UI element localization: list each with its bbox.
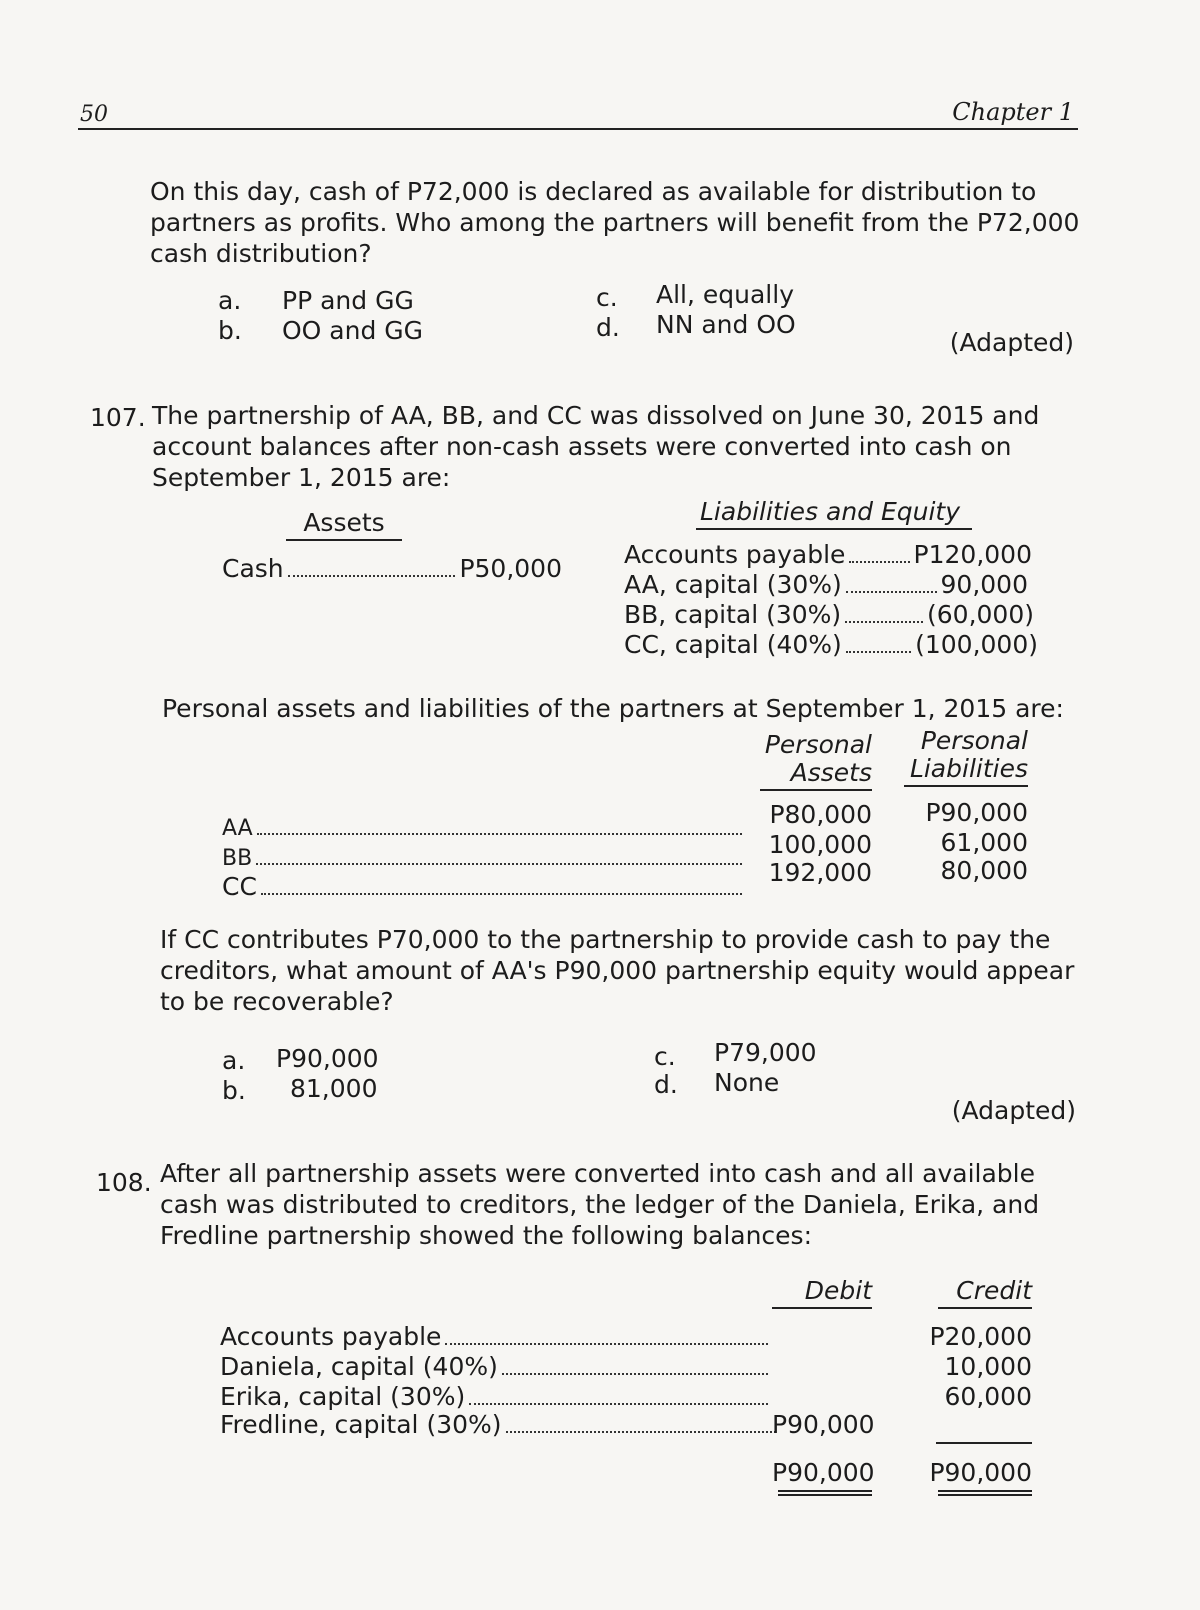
q107-choice-c-letter: c. bbox=[654, 1042, 676, 1071]
partner-row-aa bbox=[222, 816, 746, 842]
q107-number: 107. bbox=[90, 403, 146, 432]
liability-row bbox=[624, 570, 1028, 600]
q106-choice-c-text: All, equally bbox=[656, 280, 794, 309]
ledger-row bbox=[220, 1410, 780, 1440]
liability-value: P120,000 bbox=[913, 540, 1032, 569]
page-number: 50 bbox=[80, 102, 108, 127]
q107-choice-a-text: P90,000 bbox=[276, 1044, 379, 1073]
q106-choice-a-text: PP and GG bbox=[282, 286, 414, 315]
liability-value: (60,000) bbox=[927, 600, 1034, 629]
liability-value: 90,000 bbox=[940, 570, 1028, 599]
ledger-row bbox=[220, 1352, 772, 1382]
personal-intro: Personal assets and liabilities of the partners at September 1, 2015 are: bbox=[162, 694, 1064, 723]
liability-label: BB, capital (30%) bbox=[624, 600, 842, 629]
ledger-row bbox=[220, 1322, 772, 1352]
q107-choice-d-text: None bbox=[714, 1068, 780, 1097]
liability-row bbox=[624, 600, 1034, 630]
assets-heading: Assets bbox=[286, 508, 402, 541]
q107-source: (Adapted) bbox=[951, 1096, 1076, 1125]
q106-choice-b-text: OO and GG bbox=[282, 316, 424, 345]
asset-value: P50,000 bbox=[459, 554, 562, 583]
ledger-credit: 10,000 bbox=[944, 1352, 1032, 1381]
liability-value: (100,000) bbox=[915, 630, 1038, 659]
q106-choice-a-letter: a. bbox=[218, 286, 242, 315]
debit-heading: Debit bbox=[772, 1276, 872, 1309]
ledger-label: Fredline, capital (30%) bbox=[220, 1410, 502, 1439]
liability-row bbox=[624, 630, 1038, 660]
q107-choice-b-letter: b. bbox=[222, 1076, 246, 1105]
liability-row bbox=[624, 540, 1032, 570]
q106-choice-c-letter: c. bbox=[596, 283, 618, 312]
partner-name: BB bbox=[222, 846, 253, 871]
credit-heading: Credit bbox=[938, 1276, 1032, 1309]
col-personal-assets-1: Personal bbox=[764, 730, 872, 759]
q106-choice-d-text: NN and OO bbox=[656, 310, 796, 339]
partner-assets: 100,000 bbox=[768, 830, 872, 859]
ledger-debit: P90,000 bbox=[772, 1410, 875, 1439]
debit-total-double-rule bbox=[778, 1490, 872, 1496]
ledger-label: Daniela, capital (40%) bbox=[220, 1352, 498, 1381]
ledger-row bbox=[220, 1382, 772, 1412]
col-personal-liabilities-2: Liabilities bbox=[904, 754, 1028, 787]
liabilities-heading: Liabilities and Equity bbox=[696, 497, 972, 530]
partner-assets: P80,000 bbox=[769, 800, 872, 829]
q107-choice-a-letter: a. bbox=[222, 1046, 246, 1075]
liability-label: Accounts payable bbox=[624, 540, 846, 569]
total-credit: P90,000 bbox=[929, 1458, 1032, 1487]
q107-text: The partnership of AA, BB, and CC was dissolved on June 30, 2015 and account balances after non-cash assets were converted into cash on September 1, 2015 are: bbox=[152, 401, 1040, 492]
q106-text: On this day, cash of P72,000 is declared as available for distribution to partners as profits. Who among the partners will benefit from the P72,000 cash distribution? bbox=[150, 177, 1080, 268]
asset-row-cash bbox=[222, 554, 562, 584]
partner-name: CC bbox=[222, 872, 257, 901]
partner-assets: 192,000 bbox=[768, 858, 872, 887]
q108-text: After all partnership assets were converted into cash and all available cash was distributed to creditors, the ledger of the Daniela, Erika, and Fredline partnership showed the following balances: bbox=[160, 1159, 1040, 1250]
q107-choice-c-text: P79,000 bbox=[714, 1038, 817, 1067]
ledger-label: Accounts payable bbox=[220, 1322, 442, 1351]
header-rule bbox=[78, 128, 1078, 130]
q106-choice-d-letter: d. bbox=[596, 313, 620, 342]
q106-choice-b-letter: b. bbox=[218, 316, 242, 345]
partner-row-cc bbox=[222, 872, 746, 902]
credit-subtotal-rule bbox=[936, 1442, 1032, 1444]
liability-label: AA, capital (30%) bbox=[624, 570, 842, 599]
partner-liabilities: 61,000 bbox=[940, 828, 1028, 857]
ledger-label: Erika, capital (30%) bbox=[220, 1382, 466, 1411]
col-personal-liabilities-1: Personal bbox=[920, 726, 1028, 755]
ledger-credit: 60,000 bbox=[944, 1382, 1032, 1411]
q107-choice-d-letter: d. bbox=[654, 1070, 678, 1099]
ledger-credit: P20,000 bbox=[929, 1322, 1032, 1351]
total-debit: P90,000 bbox=[772, 1458, 875, 1487]
col-personal-assets-2: Assets bbox=[760, 758, 872, 791]
asset-label: Cash bbox=[222, 554, 284, 583]
partner-liabilities: 80,000 bbox=[940, 856, 1028, 885]
credit-total-double-rule bbox=[938, 1490, 1032, 1496]
q107-question: If CC contributes P70,000 to the partnership to provide cash to pay the creditors, what amount of AA's P90,000 partnership equity would appear to be recoverable? bbox=[160, 925, 1075, 1016]
q106-source: (Adapted) bbox=[949, 328, 1074, 357]
liability-label: CC, capital (40%) bbox=[624, 630, 842, 659]
q107-choice-b-text: 81,000 bbox=[290, 1074, 378, 1103]
chapter-title: Chapter 1 bbox=[952, 98, 1074, 126]
partner-name: AA bbox=[222, 816, 253, 841]
partner-row-bb bbox=[222, 846, 746, 872]
partner-liabilities: P90,000 bbox=[925, 798, 1028, 827]
q108-number: 108. bbox=[96, 1168, 152, 1197]
